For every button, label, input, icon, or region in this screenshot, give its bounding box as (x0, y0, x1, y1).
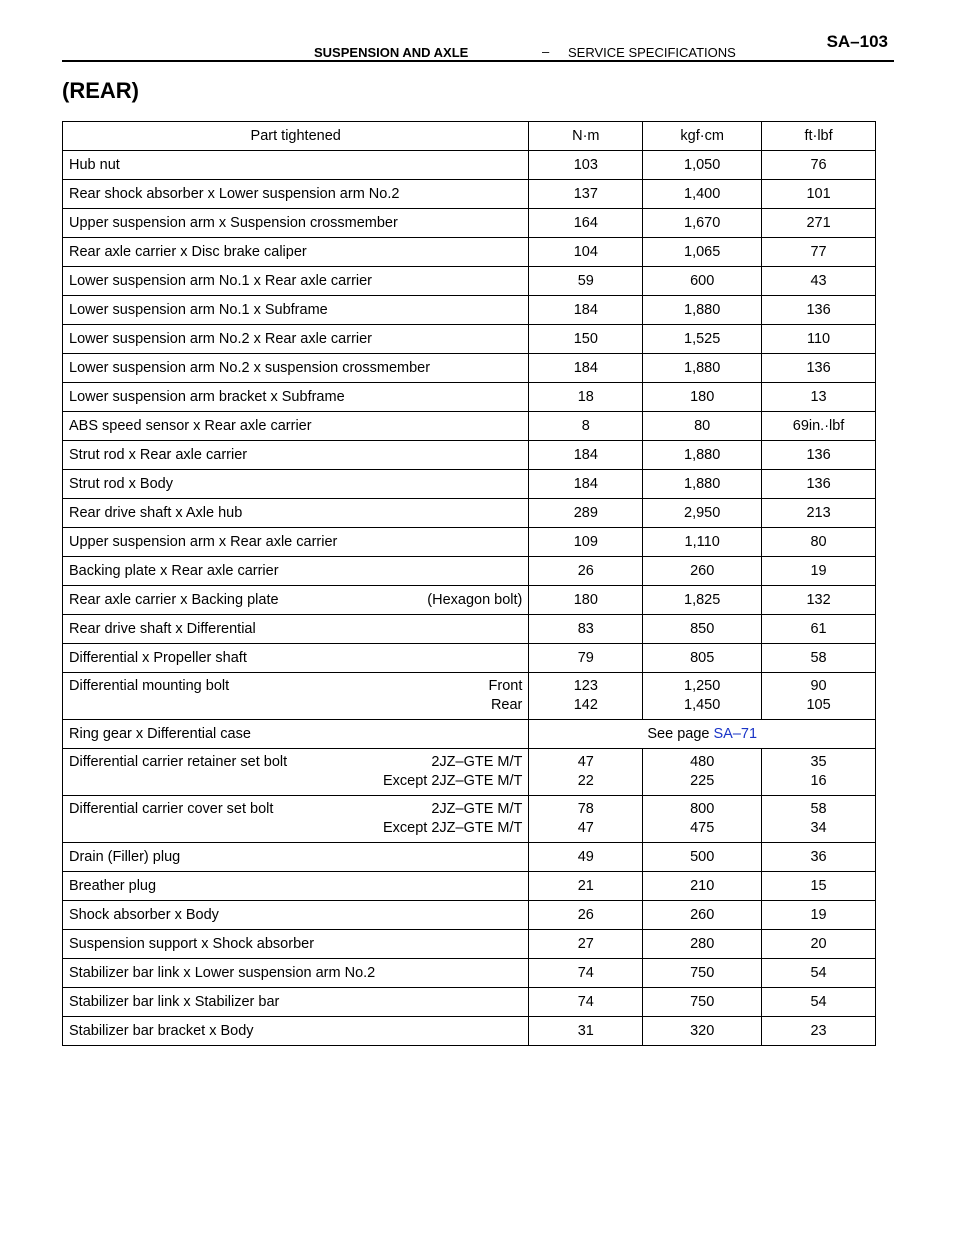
table-row (63, 872, 876, 901)
ft-cell: 20 (762, 930, 876, 959)
value-line: 123 (573, 678, 598, 694)
ft-cell: 77 (762, 238, 876, 267)
ft-cell (762, 796, 876, 843)
part-qualifier: 2JZ–GTE M/T (431, 754, 523, 770)
part-cell: Breather plug (63, 872, 529, 901)
nm-cell: 184 (529, 296, 643, 325)
torque-spec-table (62, 121, 876, 1046)
nm-cell: 150 (529, 325, 643, 354)
value-line: 47 (577, 754, 594, 770)
part-cell: Drain (Filler) plug (63, 843, 529, 872)
kgf-cell: 1,880 (643, 470, 762, 499)
part-cell: Shock absorber x Body (63, 901, 529, 930)
part-text: Differential mounting bolt (69, 678, 230, 694)
nm-cell: 31 (529, 1017, 643, 1046)
ft-cell: 271 (762, 209, 876, 238)
ft-cell: 136 (762, 354, 876, 383)
part-cell: Stabilizer bar link x Stabilizer bar (63, 988, 529, 1017)
nm-cell: 83 (529, 615, 643, 644)
nm-cell: 27 (529, 930, 643, 959)
nm-cell: 137 (529, 180, 643, 209)
table-row (63, 209, 876, 238)
kgf-cell: 280 (643, 930, 762, 959)
value-line: 475 (690, 820, 715, 836)
kgf-cell: 1,050 (643, 151, 762, 180)
part-cell: Stabilizer bar link x Lower suspension arm No.2 (63, 959, 529, 988)
table-row (63, 499, 876, 528)
table-row (63, 720, 876, 749)
value-line: 1,450 (684, 697, 721, 713)
table-row (63, 749, 876, 796)
value-line: 47 (577, 820, 594, 836)
value-line: 105 (806, 697, 831, 713)
part-cell: Strut rod x Body (63, 470, 529, 499)
nm-cell: 184 (529, 470, 643, 499)
ft-cell: 19 (762, 901, 876, 930)
see-page-link[interactable]: SA–71 (713, 725, 758, 742)
kgf-cell: 750 (643, 959, 762, 988)
part-cell: Stabilizer bar bracket x Body (63, 1017, 529, 1046)
ft-cell: 110 (762, 325, 876, 354)
nm-cell (529, 673, 643, 720)
kgf-cell: 2,950 (643, 499, 762, 528)
part-qualifier: Except 2JZ–GTE M/T (382, 820, 523, 836)
ft-cell: 54 (762, 988, 876, 1017)
header-rule (62, 60, 894, 62)
part-cell: Lower suspension arm No.1 x Rear axle carrier (63, 267, 529, 296)
ft-cell: 136 (762, 441, 876, 470)
ft-cell: 43 (762, 267, 876, 296)
part-cell: ABS speed sensor x Rear axle carrier (63, 412, 529, 441)
nm-cell: 164 (529, 209, 643, 238)
kgf-cell: 1,110 (643, 528, 762, 557)
table-row (63, 901, 876, 930)
nm-cell: 26 (529, 557, 643, 586)
part-cell (63, 796, 529, 843)
col-header-part: Part tightened (63, 122, 529, 151)
table-row (63, 267, 876, 296)
value-line: 225 (690, 773, 715, 789)
part-cell: Lower suspension arm No.2 x suspension crossmember (63, 354, 529, 383)
part-cell (63, 673, 529, 720)
kgf-cell (643, 796, 762, 843)
ft-cell: 76 (762, 151, 876, 180)
kgf-cell (643, 673, 762, 720)
part-cell: Upper suspension arm x Suspension crossmember (63, 209, 529, 238)
part-cell (63, 749, 529, 796)
kgf-cell: 80 (643, 412, 762, 441)
col-header-kgf: kgf·cm (643, 122, 762, 151)
nm-cell: 21 (529, 872, 643, 901)
table-row (63, 412, 876, 441)
col-header-nm: N·m (529, 122, 643, 151)
header-dash: – (542, 44, 550, 59)
see-page-cell (529, 720, 876, 749)
table-row (63, 470, 876, 499)
table-header-row (63, 122, 876, 151)
kgf-cell: 180 (643, 383, 762, 412)
kgf-cell: 1,880 (643, 441, 762, 470)
kgf-cell: 1,400 (643, 180, 762, 209)
value-line: 22 (577, 773, 594, 789)
nm-cell: 8 (529, 412, 643, 441)
nm-cell: 184 (529, 354, 643, 383)
nm-cell: 49 (529, 843, 643, 872)
ft-cell: 101 (762, 180, 876, 209)
part-qualifier: Rear (490, 697, 523, 713)
part-cell: Lower suspension arm bracket x Subframe (63, 383, 529, 412)
ft-cell: 136 (762, 470, 876, 499)
ft-cell: 213 (762, 499, 876, 528)
value-line: 34 (810, 820, 827, 836)
kgf-cell: 260 (643, 901, 762, 930)
ft-cell: 15 (762, 872, 876, 901)
kgf-cell: 1,880 (643, 354, 762, 383)
kgf-cell: 805 (643, 644, 762, 673)
value-line: 90 (810, 678, 827, 694)
nm-cell: 74 (529, 959, 643, 988)
part-qualifier: Front (488, 678, 523, 694)
nm-cell: 109 (529, 528, 643, 557)
ft-cell: 23 (762, 1017, 876, 1046)
kgf-cell: 750 (643, 988, 762, 1017)
nm-cell: 103 (529, 151, 643, 180)
page-title: (REAR) (62, 78, 139, 103)
table-row (63, 586, 876, 615)
table-row (63, 180, 876, 209)
part-cell: Strut rod x Rear axle carrier (63, 441, 529, 470)
part-cell: Rear drive shaft x Axle hub (63, 499, 529, 528)
value-line: 78 (577, 801, 594, 817)
table-row (63, 151, 876, 180)
part-qualifier: (Hexagon bolt) (427, 591, 523, 608)
value-line: 35 (810, 754, 827, 770)
part-cell: Backing plate x Rear axle carrier (63, 557, 529, 586)
table-row (63, 615, 876, 644)
ft-cell: 69in.·lbf (762, 412, 876, 441)
part-cell: Lower suspension arm No.1 x Subframe (63, 296, 529, 325)
kgf-cell: 500 (643, 843, 762, 872)
kgf-cell: 850 (643, 615, 762, 644)
part-cell: Hub nut (63, 151, 529, 180)
ft-cell: 13 (762, 383, 876, 412)
value-line: 16 (810, 773, 827, 789)
part-cell: Ring gear x Differential case (63, 720, 529, 749)
part-cell: Rear shock absorber x Lower suspension arm No.2 (63, 180, 529, 209)
table-row (63, 796, 876, 843)
value-line: 1,250 (684, 678, 721, 694)
table-row (63, 296, 876, 325)
table-row (63, 988, 876, 1017)
ft-cell: 136 (762, 296, 876, 325)
nm-cell: 184 (529, 441, 643, 470)
kgf-cell (643, 749, 762, 796)
ft-cell: 36 (762, 843, 876, 872)
nm-cell: 180 (529, 586, 643, 615)
part-text: Differential carrier cover set bolt (69, 801, 274, 817)
table-row (63, 238, 876, 267)
page-number: SA–103 (826, 32, 888, 51)
part-text: Differential carrier retainer set bolt (69, 754, 288, 770)
part-text: Rear axle carrier x Backing plate (69, 591, 279, 608)
ft-cell: 132 (762, 586, 876, 615)
subsection-title: SERVICE SPECIFICATIONS (568, 45, 736, 60)
table-row (63, 528, 876, 557)
nm-cell: 59 (529, 267, 643, 296)
table-row (63, 673, 876, 720)
value-line: 800 (690, 801, 715, 817)
kgf-cell: 1,670 (643, 209, 762, 238)
table-row (63, 959, 876, 988)
part-cell: Rear axle carrier x Disc brake caliper (63, 238, 529, 267)
table-row (63, 1017, 876, 1046)
kgf-cell: 1,065 (643, 238, 762, 267)
nm-cell: 289 (529, 499, 643, 528)
part-cell (63, 586, 529, 615)
table-row (63, 644, 876, 673)
table-row (63, 930, 876, 959)
table-row (63, 843, 876, 872)
nm-cell: 104 (529, 238, 643, 267)
table-row (63, 557, 876, 586)
table-row (63, 441, 876, 470)
kgf-cell: 1,825 (643, 586, 762, 615)
ft-cell: 61 (762, 615, 876, 644)
kgf-cell: 1,525 (643, 325, 762, 354)
nm-cell: 74 (529, 988, 643, 1017)
ft-cell: 80 (762, 528, 876, 557)
table-row (63, 383, 876, 412)
ft-cell: 19 (762, 557, 876, 586)
kgf-cell: 260 (643, 557, 762, 586)
page-header (62, 26, 894, 62)
section-title: SUSPENSION AND AXLE (314, 45, 469, 60)
ft-cell: 54 (762, 959, 876, 988)
value-line: 480 (690, 754, 715, 770)
ft-cell: 58 (762, 644, 876, 673)
nm-cell: 18 (529, 383, 643, 412)
nm-cell (529, 796, 643, 843)
part-qualifier: 2JZ–GTE M/T (431, 801, 523, 817)
part-cell: Upper suspension arm x Rear axle carrier (63, 528, 529, 557)
kgf-cell: 1,880 (643, 296, 762, 325)
see-page-text: See page (647, 725, 710, 742)
nm-cell (529, 749, 643, 796)
kgf-cell: 210 (643, 872, 762, 901)
part-cell: Suspension support x Shock absorber (63, 930, 529, 959)
kgf-cell: 320 (643, 1017, 762, 1046)
part-cell: Differential x Propeller shaft (63, 644, 529, 673)
part-cell: Lower suspension arm No.2 x Rear axle carrier (63, 325, 529, 354)
kgf-cell: 600 (643, 267, 762, 296)
nm-cell: 79 (529, 644, 643, 673)
col-header-ft: ft·lbf (762, 122, 876, 151)
nm-cell: 26 (529, 901, 643, 930)
table-row (63, 325, 876, 354)
ft-cell (762, 749, 876, 796)
ft-cell (762, 673, 876, 720)
part-cell: Rear drive shaft x Differential (63, 615, 529, 644)
value-line: 58 (810, 801, 827, 817)
table-row (63, 354, 876, 383)
value-line: 142 (573, 697, 598, 713)
part-qualifier: Except 2JZ–GTE M/T (382, 773, 523, 789)
